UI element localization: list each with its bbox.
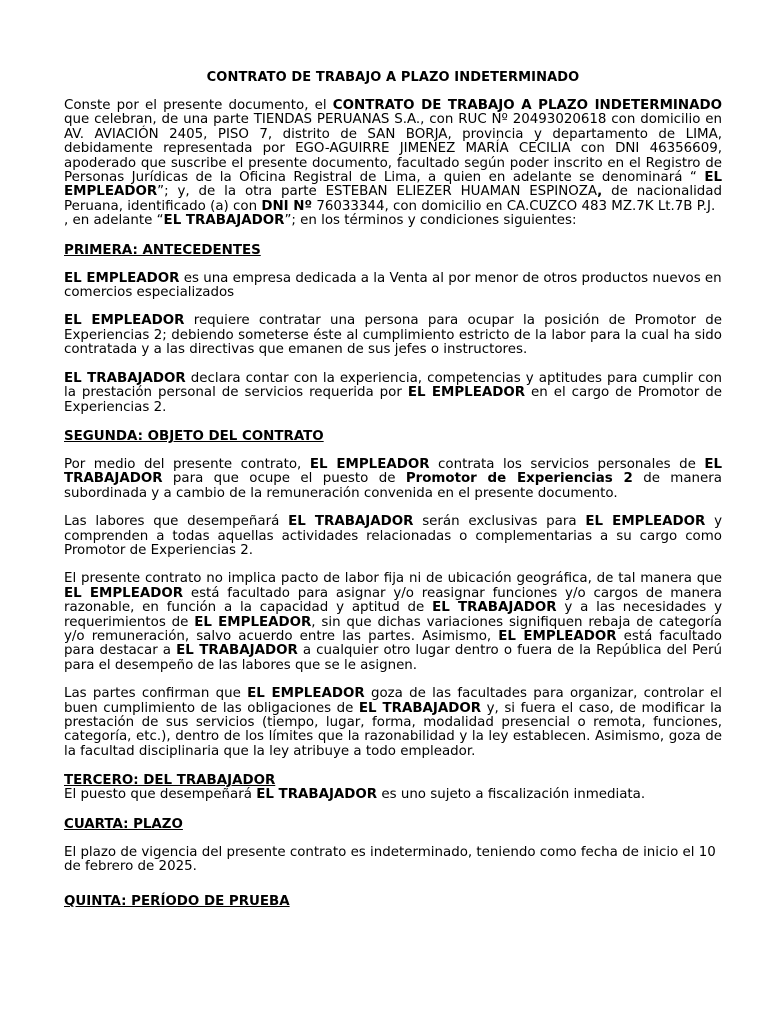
tercero-paragraph-1: El puesto que desempeñará EL TRABAJADOR es uno sujeto a fiscalización inmediata.	[64, 787, 646, 803]
primera-paragraph-1: EL EMPLEADOR es una empresa dedicada a la Venta al por menor de otros productos nuevos en comercios especializados	[64, 270, 722, 301]
section-heading-cuarta: CUARTA: PLAZO	[64, 816, 183, 832]
section-heading-primera: PRIMERA: ANTECEDENTES	[64, 242, 261, 258]
segunda-paragraph-3: El presente contrato no implica pacto de labor fija ni de ubicación geográfica, de tal manera que EL EMPLEADOR está facultado para asignar y/o reasignar funciones y/o cargos de manera razonable, en función a la capacidad y aptitud de EL TRABAJADOR y a las necesidades y requerimientos de EL EMPLEADOR, sin que dichas variaciones signifiquen rebaja de categoría y/o remuneración, salvo acuerdo entre las partes. Asimismo, EL EMPLEADOR está facultado para destacar a EL TRABAJADOR a cualquier otro lugar dentro o fuera de la República del Perú para el desempeño de las labores que se le asignen.	[64, 571, 723, 673]
contract-title: CONTRATO DE TRABAJO A PLAZO INDETERMINADO	[206, 70, 580, 85]
section-heading-segunda: SEGUNDA: OBJETO DEL CONTRATO	[64, 428, 324, 444]
segunda-paragraph-2: Las labores que desempeñará EL TRABAJADOR serán exclusivas para EL EMPLEADOR y comprenden a todas aquellas actividades relacionadas o complementarias a su cargo como Promotor de Experiencias 2.	[64, 514, 723, 558]
primera-paragraph-2: EL EMPLEADOR requiere contratar una persona para ocupar la posición de Promotor de Experiencias 2; debiendo someterse éste al cumplimiento estricto de la labor para la cual ha sido contratada y a las directivas que emanen de sus jefes o instructores.	[64, 313, 722, 358]
segunda-paragraph-4: Las partes confirman que EL EMPLEADOR goza de las facultades para organizar, controlar el buen cumplimiento de las obligaciones de EL TRABAJADOR y, si fuera el caso, de modificar la prestación de sus servicios (tiempo, lugar, forma, modalidad presencial o remota, funciones, categoría, etc.), dentro de los límites que la razonabilidad y la ley establecen. Asimismo, goza de la facultad disciplinaria que la ley atribuye a todo empleador.	[64, 686, 723, 759]
primera-paragraph-3: EL TRABAJADOR declara contar con la experiencia, competencias y aptitudes para cumplir con la prestación personal de servicios requerida por EL EMPLEADOR en el cargo de Promotor de Experiencias 2.	[64, 370, 722, 415]
intro-paragraph: Conste por el presente documento, el CONTRATO DE TRABAJO A PLAZO INDETERMINADO que celebran, de una parte TIENDAS PERUANAS S.A., con RUC Nº 20493020618 con domicilio en AV. AVIACIÓN 2405, PISO 7, distrito de SAN BORJA, provincia y departamento de LIMA, debidamente representada por EGO-AGUIRRE JIMENEZ MARÍA CECILIA con DNI 46356609, apoderado que suscribe el presente documento, facultado según poder inscrito en el Registro de Personas Jurídicas de la Oficina Registral de Lima, a quien en adelante se denominará “ EL EMPLEADOR”; y, de la otra parte ESTEBAN ELIEZER HUAMAN ESPINOZA, de nacionalidad Peruana, identificado (a) con DNI Nº 76033344, con domicilio en CA.CUZCO 483 MZ.7K Lt.7B P.J.	[64, 98, 722, 214]
segunda-paragraph-1: Por medio del presente contrato, EL EMPLEADOR contrata los servicios personales de EL TRABAJADOR para que ocupe el puesto de Promotor de Experiencias 2 de manera subordinada y a cambio de la remuneración convenida en el presente documento.	[64, 456, 722, 501]
intro-paragraph-end: , en adelante “EL TRABAJADOR”; en los términos y condiciones siguientes:	[64, 213, 577, 229]
section-heading-quinta: QUINTA: PERÍODO DE PRUEBA	[64, 894, 290, 910]
section-heading-tercero: TERCERO: DEL TRABAJADOR	[64, 773, 276, 789]
cuarta-paragraph-1: El plazo de vigencia del presente contrato es indeterminado, teniendo como fecha de inicio el 10 de febrero de 2025.	[64, 844, 716, 875]
